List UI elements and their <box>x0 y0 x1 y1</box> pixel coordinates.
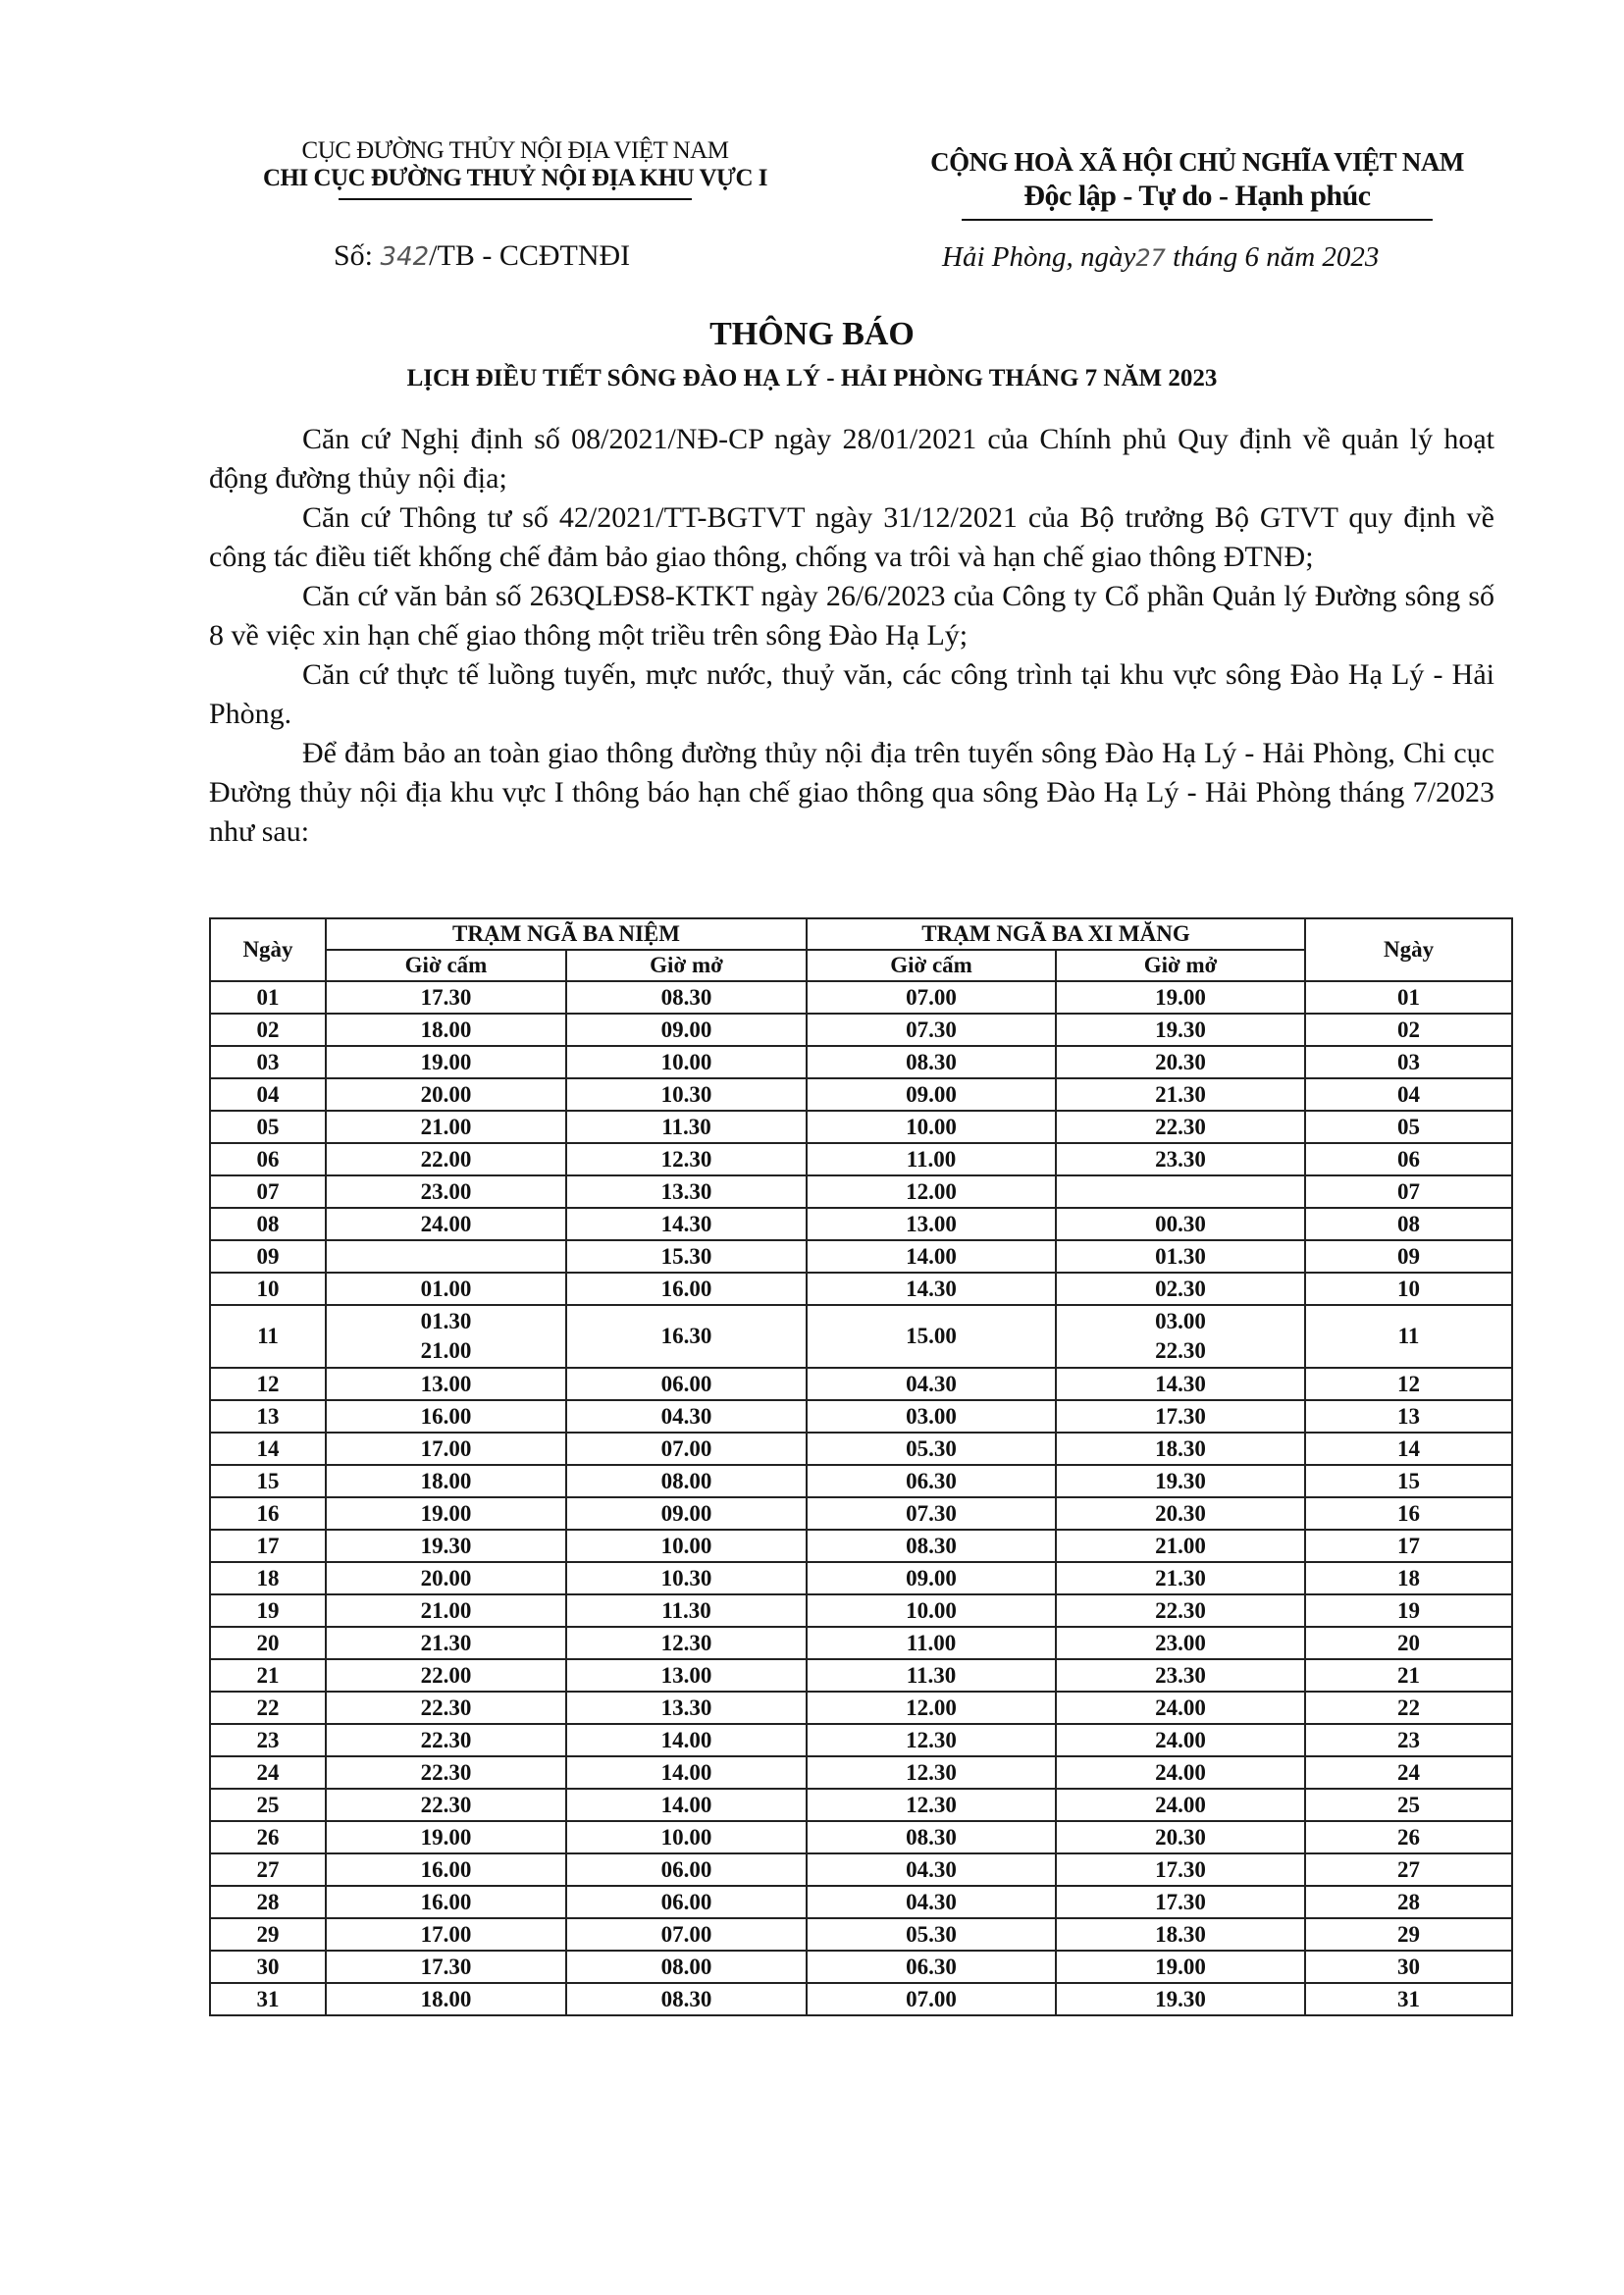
day-cell-right: 30 <box>1305 1951 1512 1983</box>
paragraph: Căn cứ văn bản số 263QLĐS8-KTKT ngày 26/6/2023 của Công ty Cổ phần Quản lý Đường sông số 8 về việc xin hạn chế giao thông một triều trên sông Đào Hạ Lý; <box>209 580 1494 652</box>
niem-open-cell: 07.00 <box>566 1918 807 1951</box>
day-cell: 02 <box>210 1014 326 1046</box>
table-row <box>210 1756 1512 1789</box>
niem-closed-cell: 21.30 <box>326 1627 566 1659</box>
niem-closed-cell: 17.30 <box>326 1951 566 1983</box>
niem-open-cell: 07.00 <box>566 1433 807 1465</box>
doc-no-prefix: Số: <box>334 239 374 272</box>
ximang-open-cell: 17.30 <box>1056 1853 1305 1886</box>
niem-open-cell: 08.00 <box>566 1951 807 1983</box>
table-row <box>210 1305 1512 1368</box>
ximang-closed-cell: 14.30 <box>807 1273 1056 1305</box>
day-cell-right: 16 <box>1305 1497 1512 1530</box>
ximang-closed-cell: 12.30 <box>807 1724 1056 1756</box>
niem-closed-cell: 19.00 <box>326 1046 566 1078</box>
ximang-open-cell: 23.30 <box>1056 1143 1305 1175</box>
table-row <box>210 1368 1512 1400</box>
table-row <box>210 1886 1512 1918</box>
day-cell: 03 <box>210 1046 326 1078</box>
ximang-open-cell: 17.30 <box>1056 1400 1305 1433</box>
niem-closed-cell: 24.00 <box>326 1208 566 1240</box>
day-cell-right: 04 <box>1305 1078 1512 1111</box>
ximang-open-cell: 19.30 <box>1056 1465 1305 1497</box>
table-row <box>210 1273 1512 1305</box>
day-cell: 28 <box>210 1886 326 1918</box>
ximang-closed-cell: 06.30 <box>807 1951 1056 1983</box>
day-cell: 31 <box>210 1983 326 2015</box>
niem-closed-cell: 17.00 <box>326 1918 566 1951</box>
niem-closed-cell: 23.00 <box>326 1175 566 1208</box>
ximang-closed-cell: 12.00 <box>807 1175 1056 1208</box>
ximang-closed-cell: 11.00 <box>807 1143 1056 1175</box>
day-cell: 09 <box>210 1240 326 1273</box>
niem-open-cell: 08.00 <box>566 1465 807 1497</box>
day-cell-right: 10 <box>1305 1273 1512 1305</box>
header-open-2: Giờ mở <box>1056 950 1305 981</box>
ximang-open-cell: 19.00 <box>1056 1951 1305 1983</box>
day-cell-right: 07 <box>1305 1175 1512 1208</box>
day-cell: 27 <box>210 1853 326 1886</box>
day-cell-right: 09 <box>1305 1240 1512 1273</box>
day-cell: 10 <box>210 1273 326 1305</box>
ximang-closed-cell: 08.30 <box>807 1046 1056 1078</box>
table-row <box>210 1240 1512 1273</box>
ximang-closed-cell: 11.30 <box>807 1659 1056 1692</box>
ximang-closed-cell: 04.30 <box>807 1886 1056 1918</box>
niem-closed-cell: 22.30 <box>326 1756 566 1789</box>
day-cell-right: 05 <box>1305 1111 1512 1143</box>
day-cell-right: 20 <box>1305 1627 1512 1659</box>
ximang-closed-cell: 10.00 <box>807 1594 1056 1627</box>
day-cell-right: 06 <box>1305 1143 1512 1175</box>
ximang-closed-cell: 08.30 <box>807 1530 1056 1562</box>
day-cell-right: 18 <box>1305 1562 1512 1594</box>
table-row <box>210 1951 1512 1983</box>
niem-open-cell: 14.00 <box>566 1756 807 1789</box>
day-cell-right: 14 <box>1305 1433 1512 1465</box>
document-body <box>209 420 1494 852</box>
day-cell: 22 <box>210 1692 326 1724</box>
day-cell: 12 <box>210 1368 326 1400</box>
ximang-closed-cell: 07.30 <box>807 1014 1056 1046</box>
day-cell-right: 26 <box>1305 1821 1512 1853</box>
niem-open-cell: 12.30 <box>566 1143 807 1175</box>
niem-closed-cell: 19.00 <box>326 1821 566 1853</box>
table-row <box>210 1562 1512 1594</box>
day-cell: 08 <box>210 1208 326 1240</box>
table-row <box>210 1078 1512 1111</box>
day-cell: 25 <box>210 1789 326 1821</box>
niem-open-cell: 09.00 <box>566 1014 807 1046</box>
day-cell: 21 <box>210 1659 326 1692</box>
date-day-handwritten: 27 <box>1135 244 1166 272</box>
ximang-open-cell: 24.00 <box>1056 1756 1305 1789</box>
paragraph: Căn cứ Thông tư số 42/2021/TT-BGTVT ngày 31/12/2021 của Bộ trưởng Bộ GTVT quy định về công tác điều tiết khống chế đảm bảo giao thông, chống va trôi và hạn chế giao thông ĐTNĐ; <box>209 501 1494 573</box>
table-row <box>210 1627 1512 1659</box>
niem-open-cell: 13.00 <box>566 1659 807 1692</box>
day-cell-right: 21 <box>1305 1659 1512 1692</box>
doc-no-handwritten: 342 <box>380 242 430 272</box>
ximang-closed-cell: 04.30 <box>807 1853 1056 1886</box>
ximang-open-cell: 21.30 <box>1056 1562 1305 1594</box>
table-row <box>210 1433 1512 1465</box>
cell-value-second: 22.30 <box>1155 1338 1206 1363</box>
ximang-open-cell: 24.00 <box>1056 1692 1305 1724</box>
niem-closed-cell: 16.00 <box>326 1853 566 1886</box>
ximang-open-cell: 20.30 <box>1056 1497 1305 1530</box>
ximang-closed-cell: 07.00 <box>807 981 1056 1014</box>
national-motto <box>854 147 1541 221</box>
niem-closed-cell: 18.00 <box>326 1014 566 1046</box>
niem-open-cell: 08.30 <box>566 981 807 1014</box>
day-cell: 14 <box>210 1433 326 1465</box>
ximang-closed-cell: 05.30 <box>807 1918 1056 1951</box>
motto-underline <box>962 219 1433 221</box>
day-cell-right: 11 <box>1305 1305 1512 1368</box>
niem-open-cell: 04.30 <box>566 1400 807 1433</box>
header-day-right: Ngày <box>1305 918 1512 981</box>
niem-open-cell: 13.30 <box>566 1692 807 1724</box>
day-cell-right: 24 <box>1305 1756 1512 1789</box>
table-row <box>210 1497 1512 1530</box>
ximang-closed-cell: 07.30 <box>807 1497 1056 1530</box>
niem-open-cell: 16.00 <box>566 1273 807 1305</box>
table-row <box>210 1983 1512 2015</box>
day-cell: 05 <box>210 1111 326 1143</box>
ximang-open-cell: 17.30 <box>1056 1886 1305 1918</box>
ximang-closed-cell: 12.30 <box>807 1789 1056 1821</box>
day-cell: 15 <box>210 1465 326 1497</box>
day-cell: 26 <box>210 1821 326 1853</box>
schedule-rows <box>210 981 1512 2015</box>
niem-closed-cell: 01.00 <box>326 1273 566 1305</box>
day-cell-right: 02 <box>1305 1014 1512 1046</box>
document-subtitle: LỊCH ĐIỀU TIẾT SÔNG ĐÀO HẠ LÝ - HẢI PHÒNG THÁNG 7 NĂM 2023 <box>406 365 1218 391</box>
table-row <box>210 1208 1512 1240</box>
niem-closed-cell: 18.00 <box>326 1983 566 2015</box>
day-cell-right: 19 <box>1305 1594 1512 1627</box>
ximang-closed-cell: 15.00 <box>807 1305 1056 1368</box>
paragraph: Căn cứ thực tế luồng tuyến, mực nước, thuỷ văn, các công trình tại khu vực sông Đào Hạ Lý - Hải Phòng. <box>209 658 1494 730</box>
ximang-closed-cell: 09.00 <box>807 1562 1056 1594</box>
ximang-open-cell: 18.30 <box>1056 1918 1305 1951</box>
ximang-open-cell: 19.30 <box>1056 1983 1305 2015</box>
niem-open-cell: 06.00 <box>566 1853 807 1886</box>
day-cell: 19 <box>210 1594 326 1627</box>
day-cell: 11 <box>210 1305 326 1368</box>
niem-open-cell: 14.00 <box>566 1724 807 1756</box>
niem-closed-cell: 20.00 <box>326 1078 566 1111</box>
ximang-open-cell: 19.30 <box>1056 1014 1305 1046</box>
niem-open-cell: 14.30 <box>566 1208 807 1240</box>
ximang-open-cell: 01.30 <box>1056 1240 1305 1273</box>
table-row <box>210 1821 1512 1853</box>
ximang-closed-cell: 03.00 <box>807 1400 1056 1433</box>
day-cell: 06 <box>210 1143 326 1175</box>
niem-closed-cell: 17.00 <box>326 1433 566 1465</box>
ximang-open-cell: 21.00 <box>1056 1530 1305 1562</box>
niem-closed-cell: 17.30 <box>326 981 566 1014</box>
table-row <box>210 1789 1512 1821</box>
day-cell-right: 29 <box>1305 1918 1512 1951</box>
agency-underline <box>339 198 692 200</box>
niem-open-cell: 16.30 <box>566 1305 807 1368</box>
ximang-open-cell: 21.30 <box>1056 1078 1305 1111</box>
schedule-table <box>209 917 1513 2016</box>
cell-value: 01.30 <box>420 1309 472 1333</box>
niem-open-cell: 12.30 <box>566 1627 807 1659</box>
header-open-1: Giờ mở <box>566 950 807 981</box>
day-cell-right: 13 <box>1305 1400 1512 1433</box>
day-cell-right: 27 <box>1305 1853 1512 1886</box>
niem-open-cell: 10.00 <box>566 1046 807 1078</box>
ximang-closed-cell: 09.00 <box>807 1078 1056 1111</box>
niem-closed-cell: 19.30 <box>326 1530 566 1562</box>
day-cell-right: 22 <box>1305 1692 1512 1724</box>
day-cell: 01 <box>210 981 326 1014</box>
day-cell-right: 03 <box>1305 1046 1512 1078</box>
day-cell-right: 17 <box>1305 1530 1512 1562</box>
day-cell: 30 <box>210 1951 326 1983</box>
ximang-closed-cell: 13.00 <box>807 1208 1056 1240</box>
table-row <box>210 1014 1512 1046</box>
day-cell: 16 <box>210 1497 326 1530</box>
ximang-closed-cell: 05.30 <box>807 1433 1056 1465</box>
niem-open-cell: 10.30 <box>566 1562 807 1594</box>
niem-open-cell: 06.00 <box>566 1368 807 1400</box>
table-row <box>210 1143 1512 1175</box>
ximang-open-cell: 24.00 <box>1056 1789 1305 1821</box>
niem-closed-cell: 16.00 <box>326 1400 566 1433</box>
day-cell: 04 <box>210 1078 326 1111</box>
ximang-open-cell: 23.30 <box>1056 1659 1305 1692</box>
ximang-closed-cell: 12.30 <box>807 1756 1056 1789</box>
table-row <box>210 1853 1512 1886</box>
paragraph: Căn cứ Nghị định số 08/2021/NĐ-CP ngày 28/01/2021 của Chính phủ Quy định về quản lý hoạt động đường thủy nội địa; <box>209 423 1494 495</box>
document-date <box>942 241 1379 274</box>
ximang-open-cell: 20.30 <box>1056 1046 1305 1078</box>
day-cell-right: 01 <box>1305 981 1512 1014</box>
day-cell: 29 <box>210 1918 326 1951</box>
ximang-closed-cell: 06.30 <box>807 1465 1056 1497</box>
ximang-open-cell: 20.30 <box>1056 1821 1305 1853</box>
day-cell: 20 <box>210 1627 326 1659</box>
ximang-closed-cell: 07.00 <box>807 1983 1056 2015</box>
table-row <box>210 1659 1512 1692</box>
niem-open-cell: 13.30 <box>566 1175 807 1208</box>
niem-closed-cell: 22.00 <box>326 1143 566 1175</box>
day-cell-right: 28 <box>1305 1886 1512 1918</box>
agency-line1: CỤC ĐƯỜNG THỦY NỘI ĐỊA VIỆT NAM <box>301 137 729 164</box>
nation-line1: CỘNG HOÀ XÃ HỘI CHỦ NGHĨA VIỆT NAM <box>930 147 1464 177</box>
niem-open-cell: 11.30 <box>566 1111 807 1143</box>
header-day-left: Ngày <box>210 918 326 981</box>
nation-line2: Độc lập - Tự do - Hạnh phúc <box>1023 180 1371 212</box>
ximang-open-cell: 19.00 <box>1056 981 1305 1014</box>
day-cell: 17 <box>210 1530 326 1562</box>
document-title: THÔNG BÁO <box>709 316 915 352</box>
ximang-open-cell <box>1056 1175 1305 1208</box>
ximang-closed-cell: 10.00 <box>807 1111 1056 1143</box>
day-cell: 24 <box>210 1756 326 1789</box>
ximang-open-cell: 24.00 <box>1056 1724 1305 1756</box>
date-prefix: Hải Phòng, ngày <box>942 241 1136 273</box>
table-row <box>210 1594 1512 1627</box>
day-cell-right: 12 <box>1305 1368 1512 1400</box>
header-station-1: TRẠM NGÃ BA NIỆM <box>326 918 807 950</box>
cell-value: 03.00 <box>1155 1309 1206 1333</box>
day-cell-right: 08 <box>1305 1208 1512 1240</box>
table-row <box>210 1465 1512 1497</box>
niem-open-cell: 06.00 <box>566 1886 807 1918</box>
header-station-2: TRẠM NGÃ BA XI MĂNG <box>807 918 1305 950</box>
niem-closed-cell <box>326 1305 566 1368</box>
table-row <box>210 1692 1512 1724</box>
table-row <box>210 1046 1512 1078</box>
niem-closed-cell: 21.00 <box>326 1594 566 1627</box>
day-cell: 07 <box>210 1175 326 1208</box>
niem-closed-cell: 20.00 <box>326 1562 566 1594</box>
niem-open-cell: 15.30 <box>566 1240 807 1273</box>
day-cell: 23 <box>210 1724 326 1756</box>
niem-closed-cell: 22.30 <box>326 1724 566 1756</box>
ximang-open-cell: 22.30 <box>1056 1111 1305 1143</box>
cell-value-second: 21.00 <box>420 1338 472 1363</box>
ximang-open-cell: 23.00 <box>1056 1627 1305 1659</box>
niem-open-cell: 11.30 <box>566 1594 807 1627</box>
ximang-open-cell: 18.30 <box>1056 1433 1305 1465</box>
niem-closed-cell <box>326 1240 566 1273</box>
paragraph: Để đảm bảo an toàn giao thông đường thủy nội địa trên tuyến sông Đào Hạ Lý - Hải Phòng, Chi cục Đường thủy nội địa khu vực I thông báo hạn chế giao thông qua sông Đào Hạ Lý - Hải Phòng tháng 7/2023 như sau: <box>209 737 1494 848</box>
ximang-closed-cell: 08.30 <box>807 1821 1056 1853</box>
niem-open-cell: 10.30 <box>566 1078 807 1111</box>
ximang-closed-cell: 14.00 <box>807 1240 1056 1273</box>
niem-open-cell: 14.00 <box>566 1789 807 1821</box>
day-cell: 13 <box>210 1400 326 1433</box>
ximang-open-cell: 14.30 <box>1056 1368 1305 1400</box>
ximang-open-cell: 02.30 <box>1056 1273 1305 1305</box>
niem-closed-cell: 22.00 <box>326 1659 566 1692</box>
ximang-open-cell: 22.30 <box>1056 1594 1305 1627</box>
doc-no-suffix: /TB - CCĐTNĐI <box>429 239 631 272</box>
niem-closed-cell: 16.00 <box>326 1886 566 1918</box>
day-cell-right: 31 <box>1305 1983 1512 2015</box>
niem-open-cell: 09.00 <box>566 1497 807 1530</box>
ximang-open-cell <box>1056 1305 1305 1368</box>
table-row <box>210 1175 1512 1208</box>
issuing-agency <box>211 137 819 200</box>
niem-closed-cell: 21.00 <box>326 1111 566 1143</box>
table-row <box>210 1530 1512 1562</box>
niem-open-cell: 08.30 <box>566 1983 807 2015</box>
niem-open-cell: 10.00 <box>566 1530 807 1562</box>
ximang-open-cell: 00.30 <box>1056 1208 1305 1240</box>
header-closed-1: Giờ cấm <box>326 950 566 981</box>
day-cell-right: 23 <box>1305 1724 1512 1756</box>
table-row <box>210 1111 1512 1143</box>
table-row <box>210 1918 1512 1951</box>
table-row <box>210 981 1512 1014</box>
table-row <box>210 1400 1512 1433</box>
niem-closed-cell: 18.00 <box>326 1465 566 1497</box>
niem-closed-cell: 22.30 <box>326 1789 566 1821</box>
day-cell-right: 15 <box>1305 1465 1512 1497</box>
ximang-closed-cell: 12.00 <box>807 1692 1056 1724</box>
header-closed-2: Giờ cấm <box>807 950 1056 981</box>
table-row <box>210 1724 1512 1756</box>
ximang-closed-cell: 11.00 <box>807 1627 1056 1659</box>
agency-line2: CHI CỤC ĐƯỜNG THUỶ NỘI ĐỊA KHU VỰC I <box>263 165 767 191</box>
niem-closed-cell: 13.00 <box>326 1368 566 1400</box>
day-cell: 18 <box>210 1562 326 1594</box>
document-number <box>334 239 630 273</box>
niem-closed-cell: 19.00 <box>326 1497 566 1530</box>
niem-closed-cell: 22.30 <box>326 1692 566 1724</box>
day-cell-right: 25 <box>1305 1789 1512 1821</box>
niem-open-cell: 10.00 <box>566 1821 807 1853</box>
date-suffix: tháng 6 năm 2023 <box>1173 241 1380 273</box>
ximang-closed-cell: 04.30 <box>807 1368 1056 1400</box>
